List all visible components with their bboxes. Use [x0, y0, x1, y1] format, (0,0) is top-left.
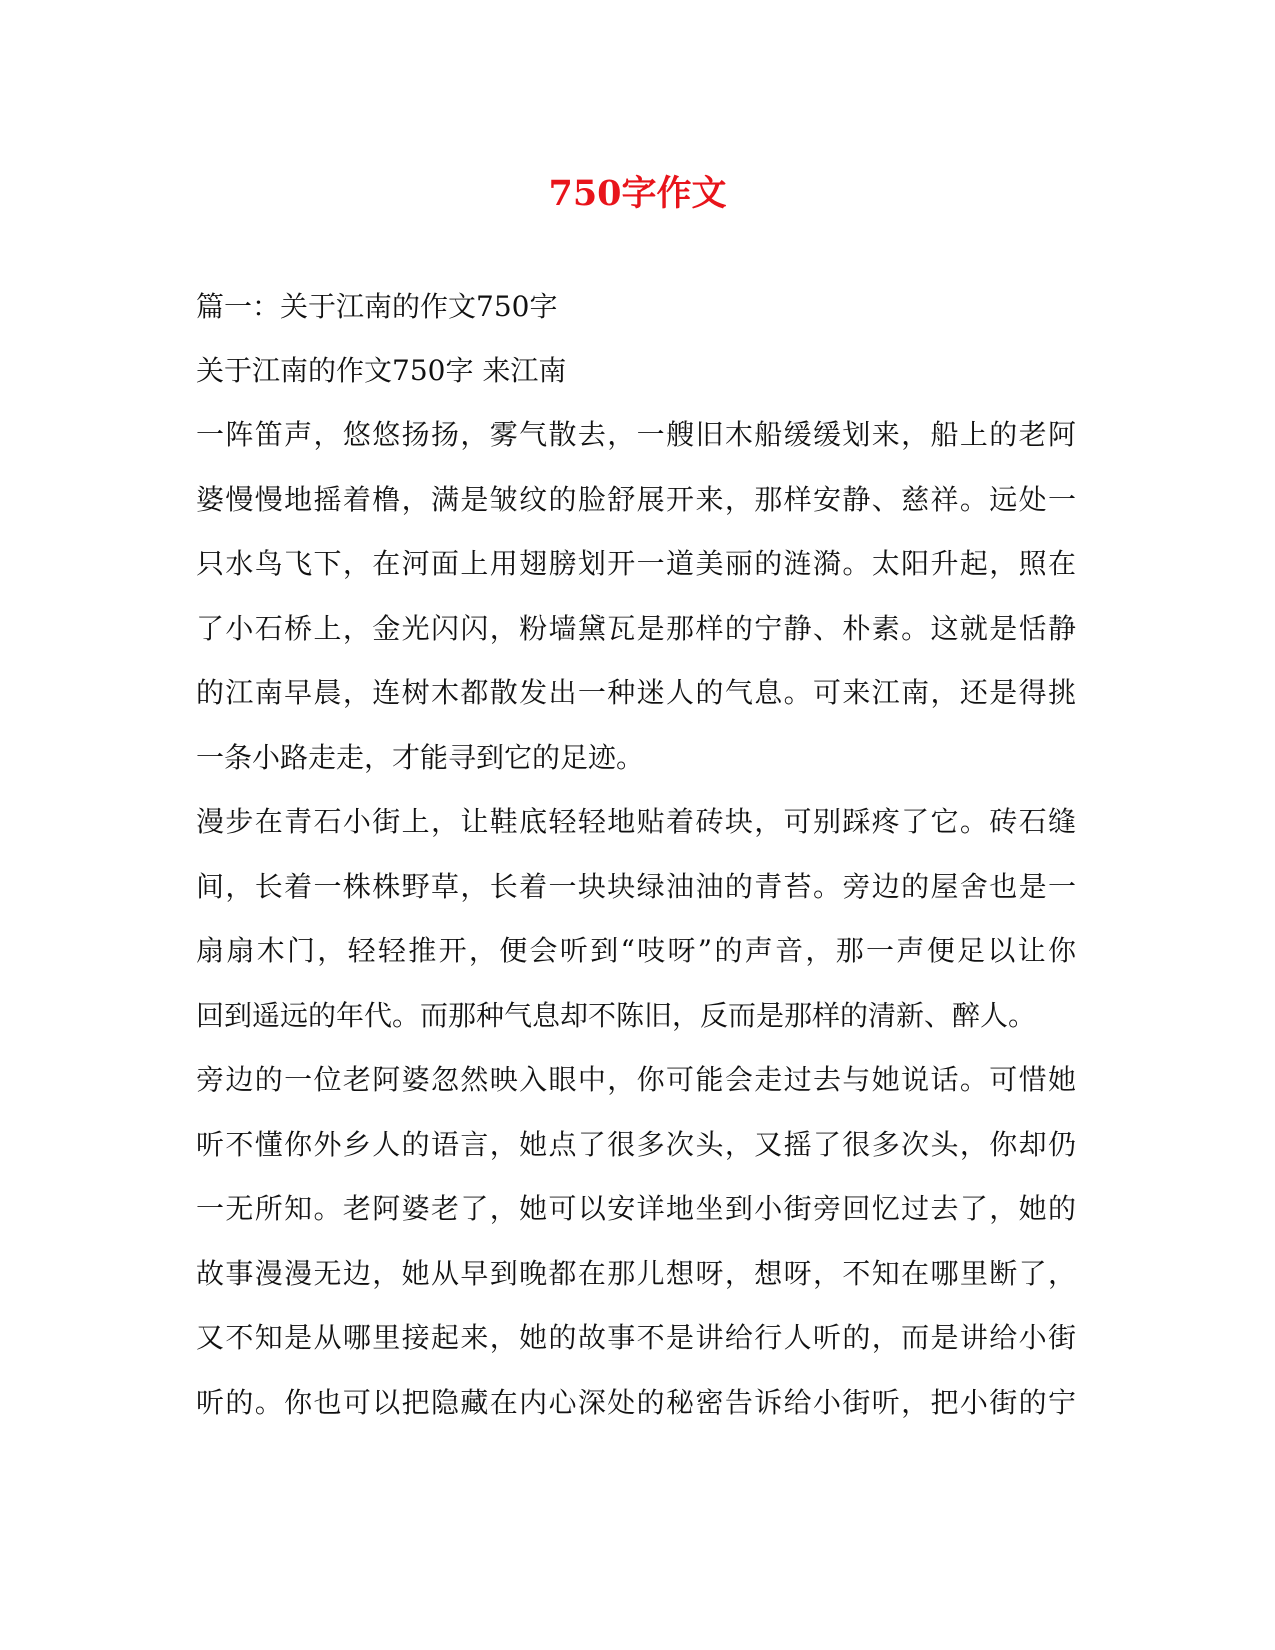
text-line: 只水鸟飞下，在河面上用翅膀划开一道美丽的涟漪。太阳升起，照在	[196, 547, 1076, 580]
paragraph-2	[196, 790, 1076, 1048]
text-line: 回到遥远的年代。而那种气息却不陈旧，反而是那样的清新、醉人。	[196, 998, 1037, 1032]
text-line: 旁边的一位老阿婆忽然映入眼中，你可能会走过去与她说话。可惜她	[196, 1063, 1076, 1096]
text-line: 一条小路走走，才能寻到它的足迹。	[196, 740, 645, 774]
text-line: 的江南早晨，连树木都散发出一种迷人的气息。可来江南，还是得挑	[196, 676, 1076, 709]
text-line: 间，长着一株株野草，长着一块块绿油油的青苔。旁边的屋舍也是一	[196, 869, 1076, 903]
document-title: 750字作文	[548, 173, 727, 214]
text-line: 听的。你也可以把隐藏在内心深处的秘密告诉给小街听，把小街的宁	[196, 1385, 1076, 1419]
section-heading: 篇一：关于江南的作文750字	[196, 290, 558, 323]
essay-subtitle: 关于江南的作文750字 来江南	[196, 354, 567, 387]
text-line: 故事漫漫无边，她从早到晚都在那儿想呀，想呀，不知在哪里断了，	[196, 1256, 1076, 1290]
text-line: 一阵笛声，悠悠扬扬，雾气散去，一艘旧木船缓缓划来，船上的老阿	[196, 418, 1076, 451]
document-body	[196, 289, 1076, 1435]
paragraph-3	[196, 1048, 1076, 1435]
text-line: 一无所知。老阿婆老了，她可以安详地坐到小街旁回忆过去了，她的	[196, 1192, 1076, 1225]
text-line: 漫步在青石小街上，让鞋底轻轻地贴着砖块，可别踩疼了它。砖石缝	[196, 805, 1076, 838]
paragraph-1	[196, 403, 1076, 790]
text-line: 了小石桥上，金光闪闪，粉墙黛瓦是那样的宁静、朴素。这就是恬静	[196, 611, 1076, 645]
text-line: 婆慢慢地摇着橹，满是皱纹的脸舒展开来，那样安静、慈祥。远处一	[196, 482, 1076, 516]
text-line: 又不知是从哪里接起来，她的故事不是讲给行人听的，而是讲给小街	[196, 1321, 1076, 1354]
text-line: 听不懂你外乡人的语言，她点了很多次头，又摇了很多次头，你却仍	[196, 1127, 1076, 1161]
text-line: 扇扇木门，轻轻推开，便会听到“吱呀”的声音，那一声便足以让你	[196, 934, 1076, 967]
